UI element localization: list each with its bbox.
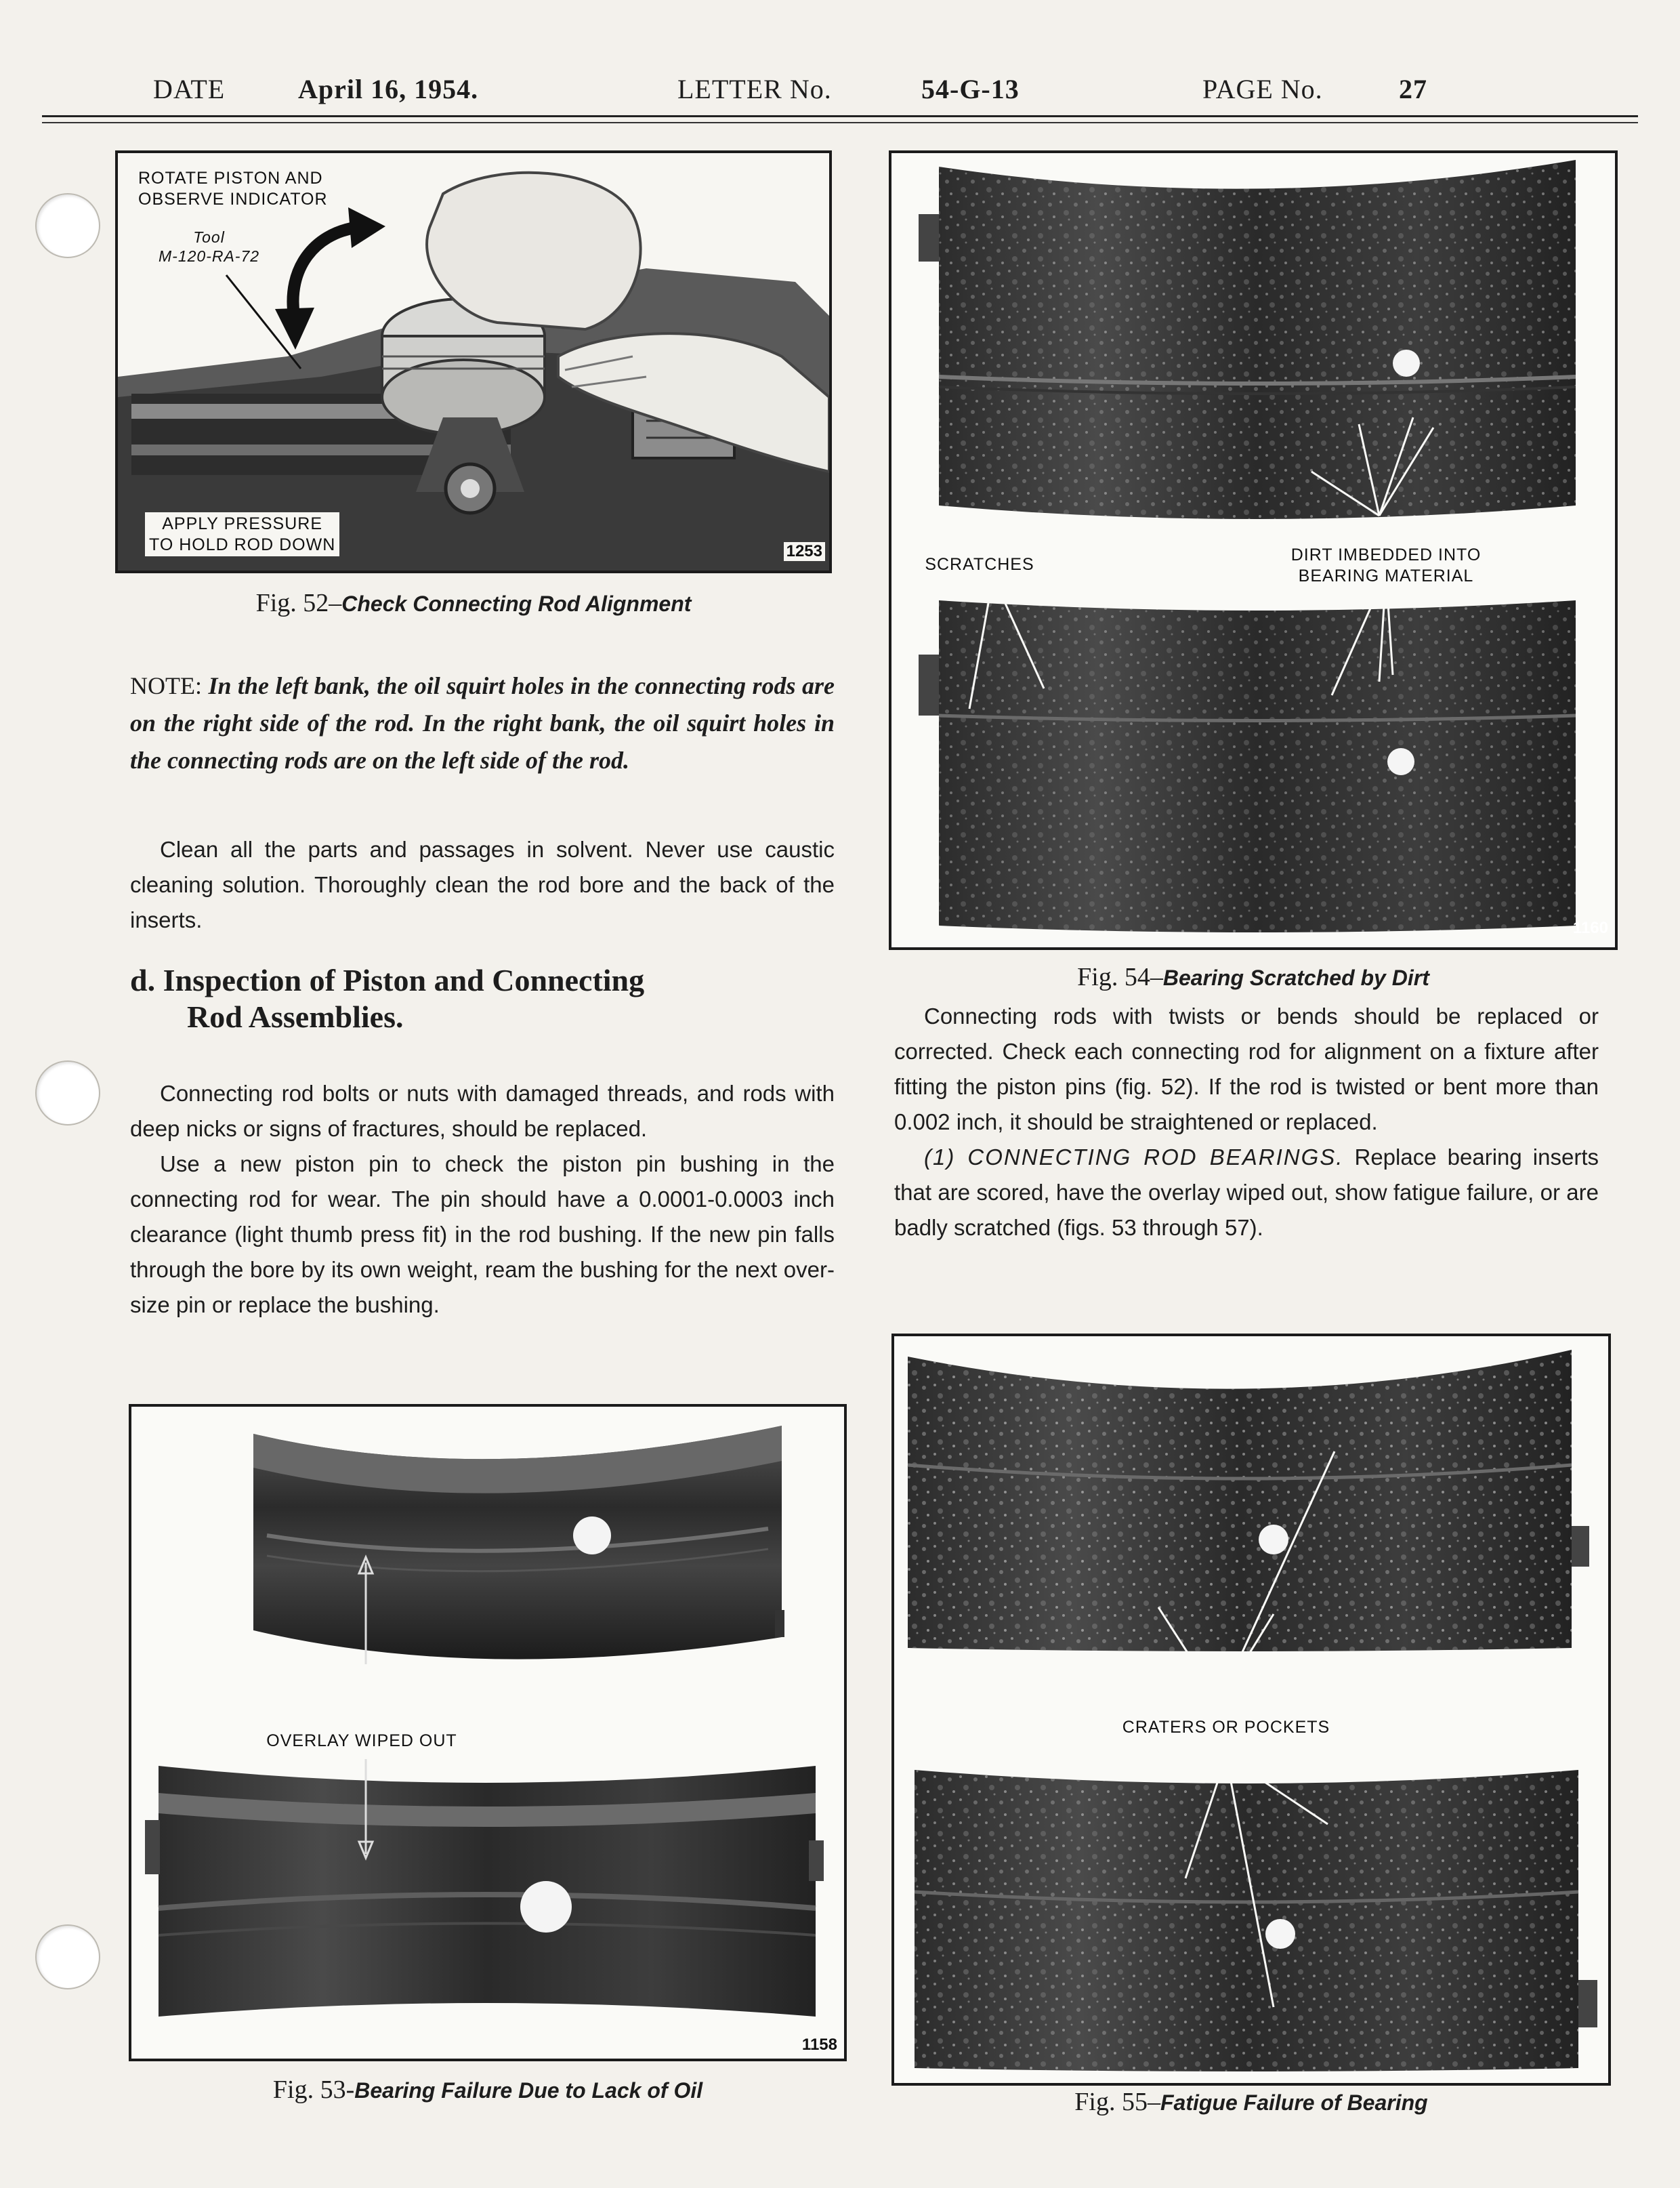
- fig53-illustration: [131, 1407, 844, 2059]
- section-d-paragraph-2: Use a new piston pin to check the piston pin bushing in the connecting rod for wear. The pin should have a 0.0001-0.0003 inch clearance (light thumb press fit) in the rod bushing. If the new pin falls through the bore by its own weight, ream the bushing for the next over-size pin or replace the bushing.: [130, 1151, 835, 1317]
- clean-paragraph: [130, 832, 835, 938]
- right-paragraph-2-label: (1) CONNECTING ROD BEARINGS.: [924, 1144, 1344, 1170]
- right-column-text: [894, 999, 1599, 1245]
- section-d-heading-line2: Rod Assemblies.: [187, 999, 404, 1034]
- fig54-illustration: [891, 153, 1615, 947]
- fig52-tool-label: Tool: [193, 228, 225, 246]
- header-letter-value: 54-G-13: [921, 74, 1020, 104]
- header-page-value: 27: [1399, 74, 1427, 104]
- fig55-caption-title: Fatigue Failure of Bearing: [1160, 2090, 1428, 2115]
- fig55-photo: [891, 1334, 1611, 2086]
- fig52-caption-title: Check Connecting Rod Alignment: [341, 592, 692, 616]
- fig53-photo: [129, 1404, 847, 2061]
- fig52-number: 1253: [784, 542, 825, 561]
- section-d-heading: [130, 962, 848, 1035]
- right-paragraph-2-text: Replace bearing inserts that are scored, have the overlay wiped out, show fatigue failure, or are badly scratched (figs. 53 through 57).: [894, 1144, 1599, 1240]
- fig52-tool-number: M-120-RA-72: [159, 247, 260, 266]
- fig54-callout-dirt-2: BEARING MATERIAL: [1298, 566, 1474, 585]
- fig53-caption: [129, 2075, 847, 2105]
- fig54-number: 1160: [1572, 919, 1608, 937]
- note-label: NOTE:: [130, 672, 202, 699]
- fig54-callout-scratches: SCRATCHES: [921, 554, 1038, 575]
- header-rule-secondary: [42, 122, 1638, 123]
- section-d-body: [130, 1076, 835, 1323]
- fig53-caption-prefix: Fig. 53-: [272, 2076, 355, 2104]
- fig54-callout-dirt-1: DIRT IMBEDDED INTO: [1290, 545, 1482, 564]
- note-block: [130, 667, 835, 779]
- fig55-caption-prefix: Fig. 55–: [1074, 2088, 1160, 2116]
- fig52-callout-pressure-1: APPLY PRESSURE: [162, 514, 323, 533]
- right-paragraph-2: [894, 1140, 1599, 1245]
- header-letter-label: LETTER No.: [677, 74, 832, 104]
- fig53-caption-title: Bearing Failure Due to Lack of Oil: [354, 2078, 703, 2103]
- fig52-callout-rotate-2: OBSERVE INDICATOR: [138, 189, 328, 209]
- fig55-caption: [891, 2087, 1611, 2117]
- clean-paragraph-text: Clean all the parts and passages in solvent. Never use caustic cleaning solution. Thoroughly clean the rod bore and the back of the inserts.: [130, 837, 835, 932]
- fig55-callout-craters: CRATERS OR POCKETS: [1118, 1717, 1334, 1738]
- header-rule: [42, 115, 1638, 117]
- punch-hole-bottom: [35, 1924, 100, 1989]
- fig52-callout-pressure-2: TO HOLD ROD DOWN: [149, 535, 336, 554]
- section-d-heading-line1: d. Inspection of Piston and Connecting: [130, 963, 645, 997]
- fig53-number: 1158: [801, 2036, 837, 2054]
- header-date-value: April 16, 1954.: [298, 74, 479, 104]
- fig54-caption-prefix: Fig. 54–: [1077, 963, 1163, 991]
- fig54-caption-title: Bearing Scratched by Dirt: [1162, 966, 1429, 990]
- fig55-illustration: [894, 1336, 1608, 2083]
- note-text: In the left bank, the oil squirt holes in the connecting rods are on the right side of the rod. In the right bank, the oil squirt holes in the connecting rods are on the left side of the rod.: [130, 672, 835, 774]
- header-date-label: DATE: [153, 74, 226, 104]
- section-d-paragraph-1: Connecting rod bolts or nuts with damaged threads, and rods with deep nicks or signs of fractures, should be replaced.: [130, 1081, 835, 1141]
- right-paragraph-1: Connecting rods with twists or bends should be replaced or corrected. Check each connecting rod for alignment on a fixture after fitting the piston pins (fig. 52). If the rod is twisted or bent more than 0.002 inch, it should be straightened or replaced.: [894, 1004, 1599, 1134]
- punch-hole-top: [35, 193, 100, 258]
- punch-hole-middle: [35, 1060, 100, 1126]
- fig52-callout-rotate-1: ROTATE PISTON AND: [138, 169, 323, 188]
- fig52-caption: [115, 588, 832, 618]
- fig52-photo: [115, 150, 832, 573]
- fig52-illustration: [118, 153, 829, 571]
- fig54-caption: [889, 962, 1618, 992]
- fig52-caption-prefix: Fig. 52–: [255, 589, 342, 617]
- header-page-label: PAGE No.: [1202, 74, 1323, 104]
- fig53-callout-overlay: OVERLAY WIPED OUT: [262, 1731, 461, 1752]
- fig54-photo: [889, 150, 1618, 950]
